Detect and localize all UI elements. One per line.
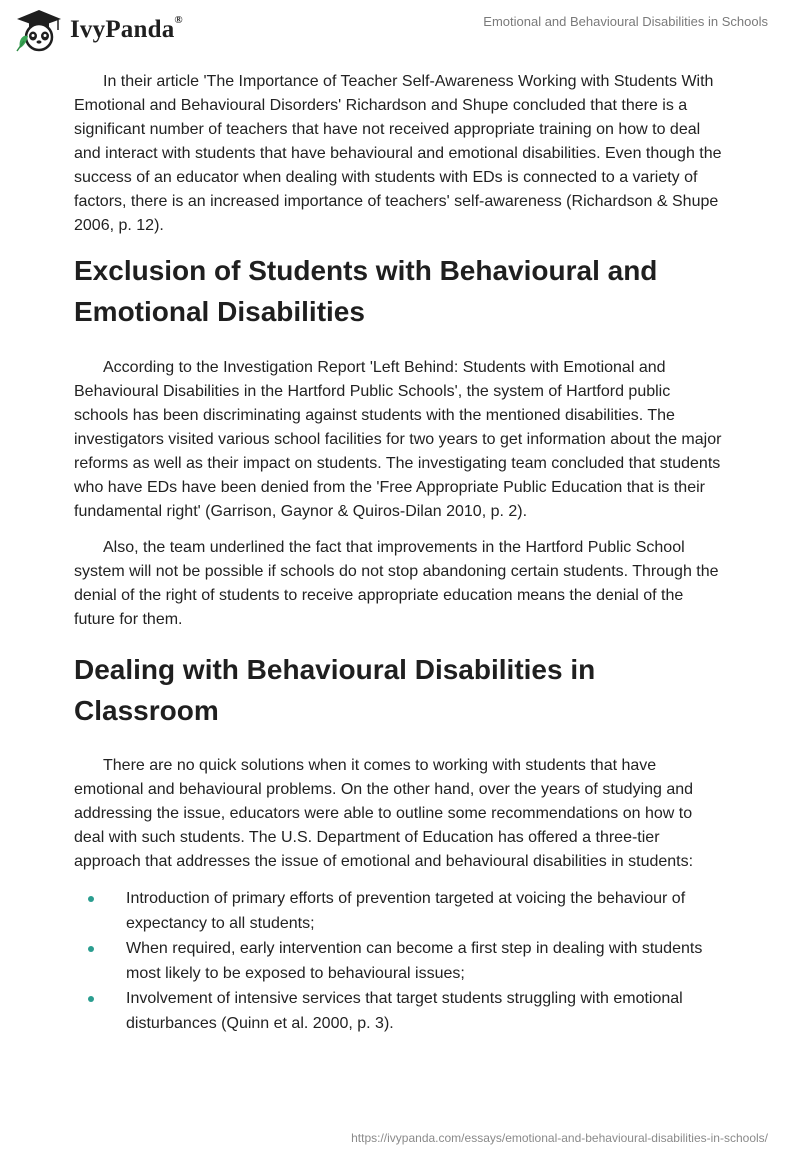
- document-title: Emotional and Behavioural Disabilities in Schools: [483, 14, 768, 29]
- list-item: When required, early intervention can become a first step in dealing with students most likely to be exposed to behavioural issues;: [74, 936, 724, 986]
- list-item: Involvement of intensive services that target students struggling with emotional disturbances (Quinn et al. 2000, p. 3).: [74, 986, 724, 1036]
- article-body: [74, 70, 724, 1036]
- intro-paragraph: In their article 'The Importance of Teacher Self-Awareness Working with Students With Emotional and Behavioural Disorders' Richardson and Shupe concluded that there is a significant number of teachers that have not received appropriate training on how to deal and interact with students that have behavioural and emotional disabilities. Even though the success of an educator when dealing with students with EDs is connected to a variety of factors, there is an increased importance of teachers' self-awareness (Richardson & Shupe 2006, p. 12).: [74, 73, 722, 234]
- list-item: Introduction of primary efforts of prevention targeted at voicing the behaviour of expectancy to all students;: [74, 886, 724, 936]
- brand-name: IvyPanda®: [70, 14, 183, 43]
- panda-mortarboard-icon: [14, 8, 64, 52]
- brand-logo[interactable]: [14, 8, 183, 52]
- exclusion-paragraph-1: According to the Investigation Report 'Left Behind: Students with Emotional and Behavioural Disabilities in the Hartford Public Schools', the system of Hartford public schools has been discriminating against students with the mentioned disabilities. The investigators visited various school facilities for two years to get information about the major reforms as well as their impact on students. The investigating team concluded that students who have EDs have been denied from the 'Free Appropriate Public Education that is their fundamental right' (Garrison, Gaynor & Quiros-Dilan 2010, p. 2).: [74, 359, 722, 520]
- source-url[interactable]: https://ivypanda.com/essays/emotional-and-behavioural-disabilities-in-schools/: [351, 1131, 768, 1145]
- tier-list: [74, 886, 724, 1036]
- dealing-paragraph-1: There are no quick solutions when it comes to working with students that have emotional and behavioural problems. On the other hand, over the years of studying and addressing the issue, educators were able to outline some recommendations on how to deal with such students. The U.S. Department of Education has offered a three-tier approach that addresses the issue of emotional and behavioural disabilities in students:: [74, 757, 694, 870]
- exclusion-paragraph-2: Also, the team underlined the fact that improvements in the Hartford Public School system will not be possible if schools do not stop abandoning certain students. Through the denial of the right of students to receive appropriate education means the denial of the future for them.: [74, 539, 719, 628]
- page-header: [0, 0, 800, 60]
- heading-dealing: Dealing with Behavioural Disabilities in Classroom: [74, 654, 596, 726]
- bullet-icon: [88, 896, 94, 902]
- bullet-icon: [88, 946, 94, 952]
- heading-exclusion: Exclusion of Students with Behavioural and Emotional Disabilities: [74, 255, 658, 327]
- bullet-icon: [88, 996, 94, 1002]
